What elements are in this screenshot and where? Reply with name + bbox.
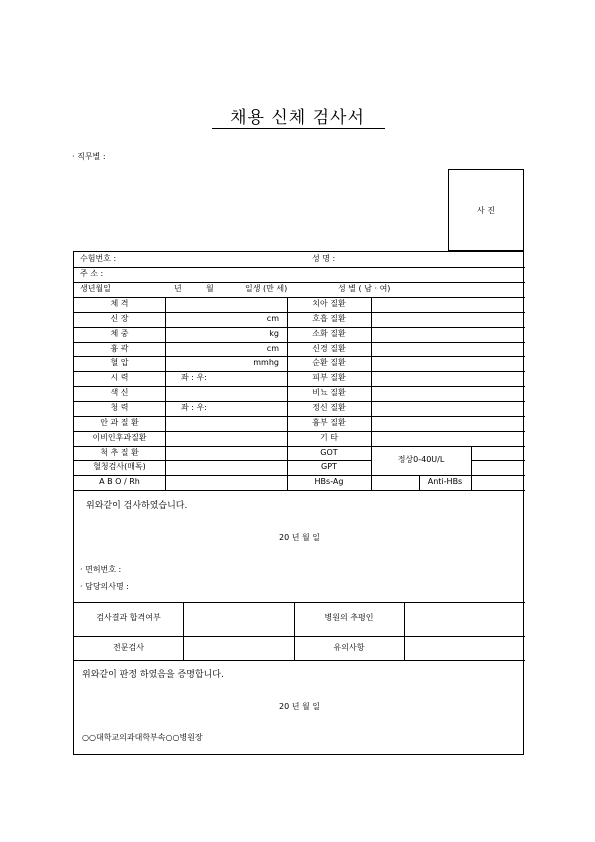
normal-range-label: 정상0-40U/L (397, 455, 445, 465)
exam-item-right-label: GOT (320, 447, 338, 457)
reg-no-label: 수험번호 : (80, 254, 117, 263)
job-category-label: · 직무별 : (72, 152, 106, 161)
certify-statement: 위와같이 판정 하였음을 증명합니다. (82, 670, 224, 680)
certify-date: 20 년 월 일 (279, 702, 320, 711)
exam-date: 20 년 월 일 (279, 533, 320, 542)
title-underline (212, 128, 385, 129)
exam-item-label: 색 신 (110, 388, 129, 398)
license-no-label: · 면허번호 : (80, 565, 122, 574)
exam-item-right-label: HBs-Ag (314, 477, 344, 487)
special-exam-label: 전문검사 (113, 643, 144, 652)
exam-item-label: 혈 압 (110, 358, 129, 368)
address-label: 주 소 : (80, 269, 104, 278)
exam-item-unit: 좌 : 우: (181, 373, 207, 383)
exam-item-label: 혈청검사(매독) (93, 462, 146, 472)
exam-item-label: 체 중 (110, 328, 129, 338)
doctor-name-label: · 담당의사명 : (80, 582, 129, 591)
exam-item-label: 체 격 (110, 299, 129, 308)
exam-item-label: 이비인후과질환 (92, 432, 147, 442)
anti-hbs-label: Anti-HBs (427, 477, 463, 487)
exam-item-unit: cm (266, 343, 279, 353)
notes-label: 유의사항 (333, 643, 365, 652)
exam-item-label: 시 력 (110, 373, 129, 383)
exam-item-right-label: 호흡 질환 (312, 313, 346, 323)
exam-item-right-label: GPT (321, 462, 337, 472)
exam-item-label: 청 력 (110, 402, 129, 412)
document-title: 채용 신체 검사서 (230, 108, 365, 128)
exam-item-label: 안 과 질 환 (100, 417, 139, 427)
exam-item-label: A B O / Rh (99, 477, 140, 487)
exam-item-label: 척 추 질 환 (100, 447, 139, 457)
exam-item-unit: 좌 : 우: (181, 402, 207, 412)
exam-item-label: 흉 곽 (110, 343, 129, 353)
exam-form (73, 251, 524, 755)
hospital-director: ○○대학교의과대학부속○○병원장 (82, 733, 203, 742)
exam-item-right-label: 기 타 (320, 432, 338, 442)
photo-label: 사 진 (477, 205, 495, 215)
name-label: 성 명 : (312, 254, 336, 263)
exam-item-right-label: 피부 질환 (312, 373, 346, 383)
exam-item-right-label: 소화 질환 (312, 328, 346, 338)
birth-day-age-label: 일생 (만 세) (245, 284, 288, 293)
exam-item-right-label: 신경 질환 (312, 343, 346, 353)
exam-item-right-label: 흉부 질환 (312, 417, 346, 427)
exam-item-unit: kg (269, 328, 279, 338)
birth-year-label: 년 (174, 284, 182, 293)
exam-item-right-label: 정신 질환 (312, 402, 346, 412)
result-label: 검사결과 합격여부 (96, 613, 161, 622)
exam-item-label: 신 장 (110, 313, 129, 323)
exam-item-right-label: 순환 질환 (312, 358, 346, 368)
hospital-opinion-label: 병원의 추평인 (324, 613, 374, 622)
exam-statement: 위와같이 검사하였습니다. (86, 501, 188, 511)
photo-box (448, 169, 524, 251)
exam-item-right-label: 치아 질환 (312, 299, 346, 308)
exam-item-unit: cm (266, 313, 279, 323)
birth-label: 생년월일 (80, 284, 111, 293)
birth-month-label: 월 (206, 284, 214, 293)
sex-label: 성 별 ( 남 · 여) (338, 284, 391, 293)
exam-item-unit: mmhg (253, 358, 279, 368)
exam-item-right-label: 비뇨 질환 (312, 388, 346, 398)
